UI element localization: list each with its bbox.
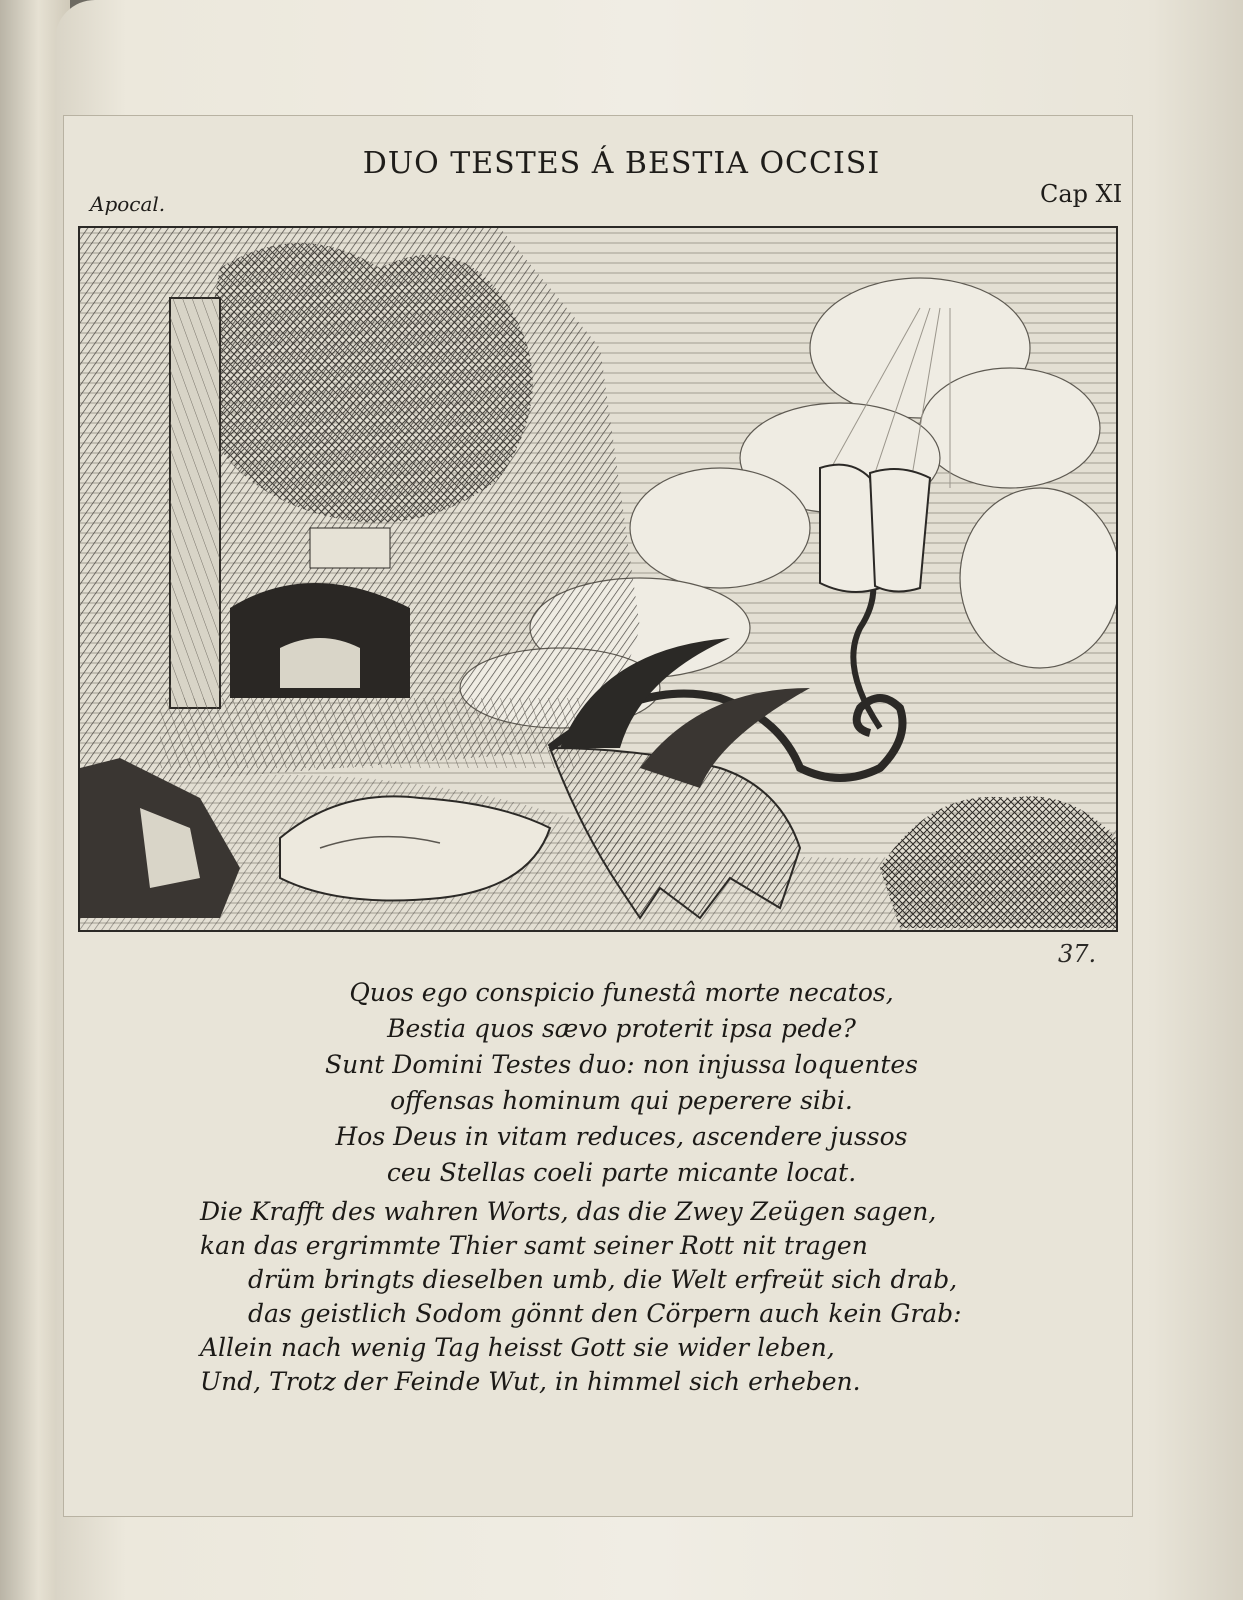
german-line: drüm bringts dieselben umb, die Welt erfreüt sich drab, [248,1265,958,1294]
german-line: Allein nach wenig Tag heisst Gott sie wider leben, [200,1333,835,1362]
german-line: kan das ergrimmte Thier samt seiner Rott nit tragen [200,1231,868,1260]
plate-title: DUO TESTES Á BESTIA OCCISI [362,146,881,181]
latin-line: ceu Stellas coeli parte micante locat. [386,1158,857,1187]
page-number: 37. [1058,940,1097,968]
latin-verse [0,975,1243,1191]
chapter-label: Cap XI [1040,180,1123,208]
german-verse [200,1195,1020,1399]
witnesses [820,465,930,592]
latin-line: Bestia quos sævo proterit ipsa pede? [387,1014,856,1043]
engraving-illustration [78,226,1118,932]
german-line: das geistlich Sodom gönnt den Cörpern auch kein Grab: [248,1299,962,1328]
german-line: Die Krafft des wahren Worts, das die Zwey Zeügen sagen, [200,1197,937,1226]
book-label: Apocal. [90,192,166,216]
latin-line: Hos Deus in vitam reduces, ascendere jussos [335,1122,908,1151]
latin-line: offensas hominum qui peperere sibi. [390,1086,853,1115]
latin-line: Quos ego conspicio funestâ morte necatos, [349,978,894,1007]
german-line: Und, Trotz der Feinde Wut, in himmel sich erheben. [200,1367,861,1396]
latin-line: Sunt Domini Testes duo: non injussa loquentes [324,1050,919,1079]
